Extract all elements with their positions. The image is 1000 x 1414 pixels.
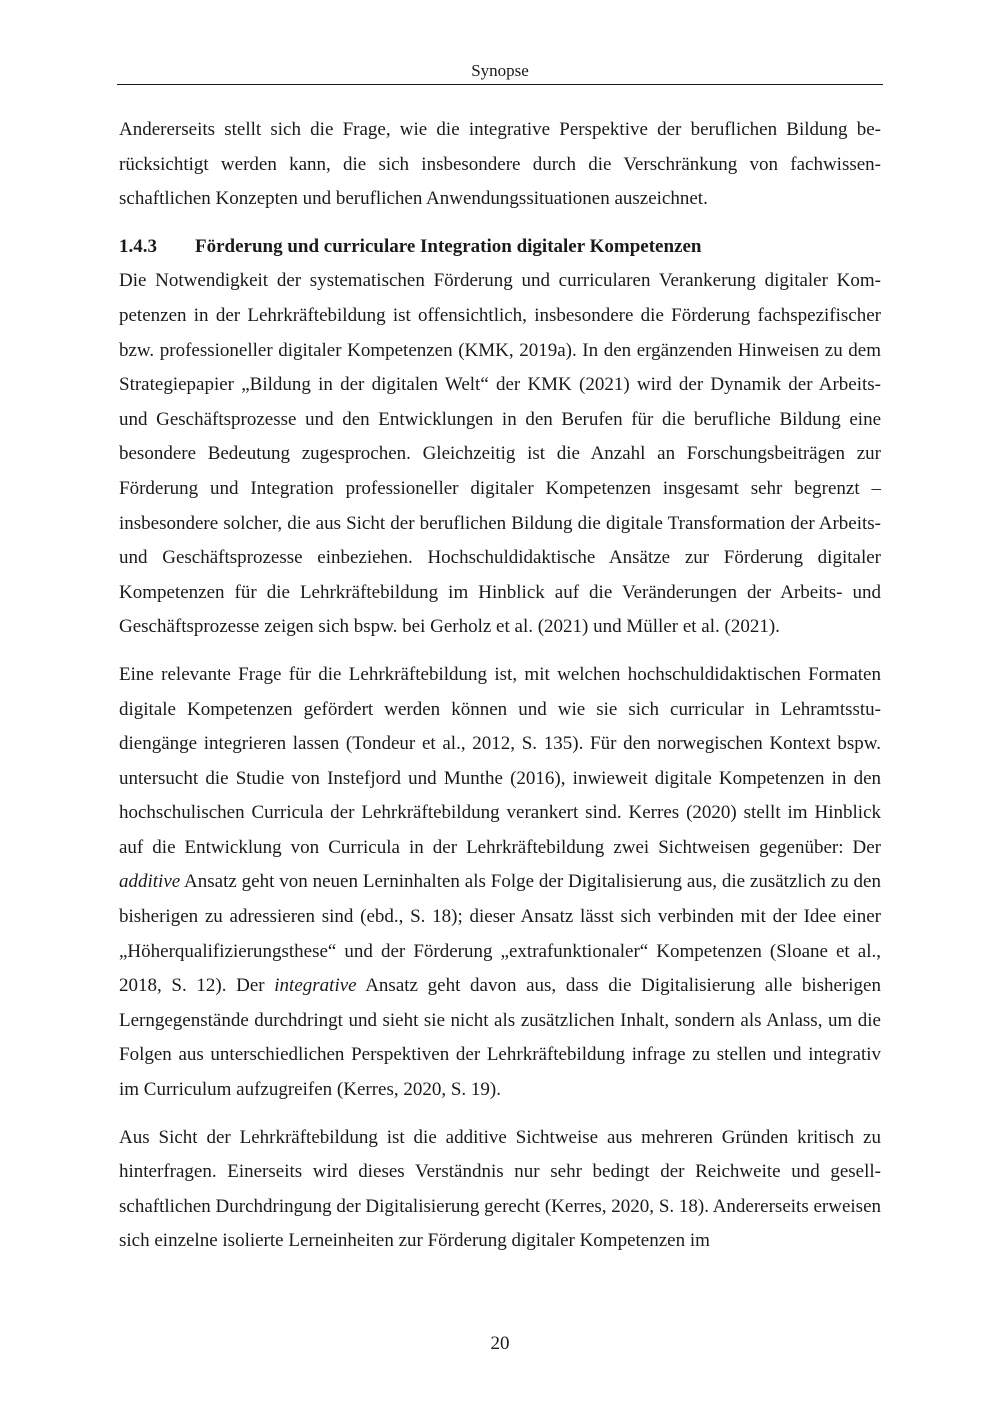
section-number: 1.4.3: [119, 235, 157, 257]
emphasis-additive: additive: [119, 871, 181, 893]
section-heading: [119, 230, 881, 265]
paragraph-text-part: Ansatz geht von neuen Lerninhalten als Folge der Digitalisierung aus, die zusätzlich zu den bisherigen zu adressieren sind (ebd., S. 18); dieser Ansatz lässt sich verbinden mit der Idee einer „Höherqualifizierungsthese“ und der Förderung „extrafunktionaler“ Kompetenzen (Sloane et al., 2018, S. 12). Der: [119, 871, 881, 997]
body-text: [119, 113, 881, 1259]
emphasis-integrative: integrative: [274, 975, 357, 997]
paragraph-necessity: Die Notwendigkeit der systematischen Förderung und curricularen Verankerung digitaler Kompetenzen in der Lehrkräftebildung ist offensichtlich, insbesondere die Förderung fachspezifischer bzw. professioneller digitaler Kompetenzen (KMK, 2019a). In den ergänzenden Hinweisen zu dem Strategiepapier „Bildung in der digitalen Welt“ der KMK (2021) wird der Dynamik der Arbeits- und Geschäftsprozesse und den Entwicklungen in den Berufen für die berufliche Bildung eine besondere Bedeutung zugesprochen. Gleichzeitig ist die Anzahl an Forschungsbeiträgen zur Förderung und Integration professioneller digitaler Kompetenzen insgesamt sehr begrenzt – insbesondere solcher, die aus Sicht der beruflichen Bildung die digitale Transformation der Arbeits- und Geschäftsprozesse einbeziehen. Hochschuldidaktische Ansätze zur Förderung digitaler Kompetenzen für die Lehrkräftebildung im Hinblick auf die Veränderungen der Arbeits- und Geschäftsprozesse zeigen sich bspw. bei Gerholz et al. (2021) und Müller et al. (2021).: [119, 270, 881, 638]
section-title: Förderung und curriculare Integration digitaler Kompetenzen: [195, 235, 702, 257]
paragraph-relevant-question: [119, 658, 881, 1108]
running-header: Synopse: [117, 58, 883, 85]
paragraph-critique: Aus Sicht der Lehrkräftebildung ist die additive Sichtweise aus mehreren Gründen kritisch zu hinterfragen. Einerseits wird dieses Verständnis nur sehr bedingt der Reichweite und gesellschaftlichen Durchdringung der Digitalisierung gerecht (Kerres, 2020, S. 18). Andererseits erweisen sich einzelne isolierte Lerneinheiten zur Förderung digitaler Kompetenzen im: [119, 1126, 881, 1252]
page-number: 20: [490, 1333, 510, 1354]
paragraph-text-part: Ansatz geht davon aus, dass die Digitalisierung alle bisherigen Lerngegenstände durchdringt und sieht sie nicht als zusätzlichen Inhalt, sondern als Anlass, um die Folgen aus unterschiedlichen Perspektiven der Lehrkräftebildung infrage zu stellen und integrativ im Curriculum aufzugreifen (Kerres, 2020, S. 19).: [119, 975, 881, 1101]
paragraph-intro: Andererseits stellt sich die Frage, wie die integrative Perspektive der beruflichen Bildung berücksichtigt werden kann, die sich insbesondere durch die Verschränkung von fachwissenschaftlichen Konzepten und beruflichen Anwendungssituationen auszeichnet.: [119, 119, 881, 210]
paragraph-text-part: Eine relevante Frage für die Lehrkräftebildung ist, mit welchen hochschuldidaktischen Formaten digitale Kompetenzen gefördert werden können und wie sie sich curricular in Lehramtsstudiengänge integrieren lassen (Tondeur et al., 2012, S. 135). Für den norwegischen Kontext bspw. untersucht die Studie von Instefjord und Munthe (2016), inwieweit digitale Kompetenzen in den hochschulischen Curricula der Lehrkräftebildung verankert sind. Kerres (2020) stellt im Hinblick auf die Entwicklung von Curricula in der Lehrkräftebildung zwei Sichtweisen gegenüber: Der: [119, 663, 881, 858]
